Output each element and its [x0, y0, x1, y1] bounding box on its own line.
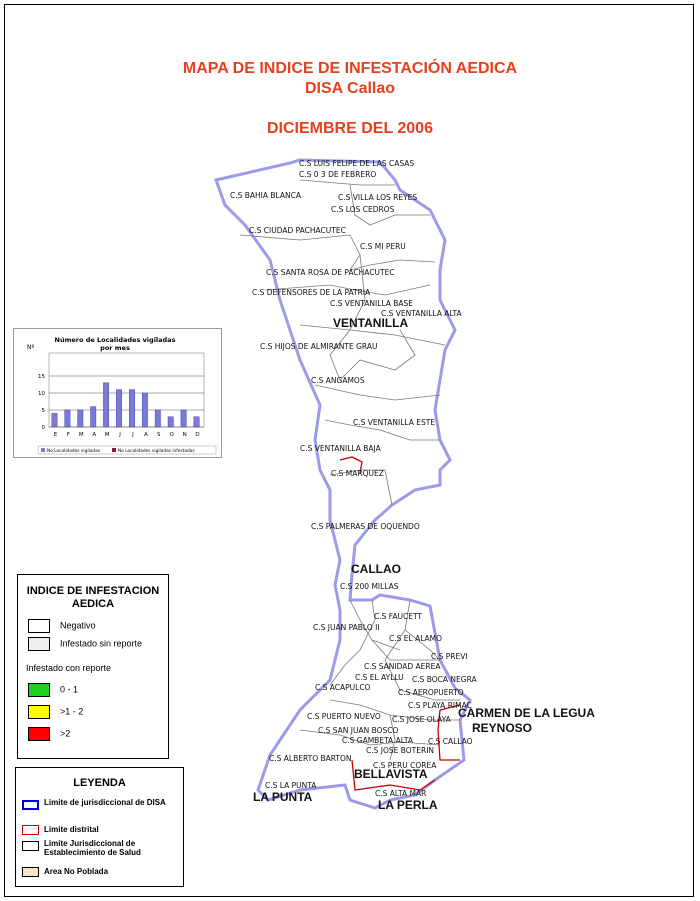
swatch-negativo: [28, 619, 50, 633]
label-c3: C.S BAHIA BLANCA: [230, 191, 302, 200]
chart-bar: [78, 410, 83, 427]
chart-bar: [168, 417, 173, 427]
district-carmen-de-la-legua: CARMEN DE LA LEGUA: [458, 706, 595, 720]
label-c5: C.S LOS CEDROS: [331, 205, 395, 214]
label-c18: C.S 200 MILLAS: [340, 582, 399, 591]
label-c6: C.S CIUDAD PACHACUTEC: [249, 226, 346, 235]
chart-bar: [90, 407, 95, 427]
index-legend: [17, 574, 169, 759]
label-c30: C.S JOSE OLAYA: [392, 715, 451, 724]
chart-bar: [155, 410, 160, 427]
district-ventanilla: VENTANILLA: [333, 316, 409, 330]
label-c19: C.S FAUCETT: [374, 612, 423, 621]
legend-range-2-label: >1 - 2: [60, 706, 84, 717]
district-la-perla: LA PERLA: [378, 798, 438, 812]
map-legend-title: LEYENDA: [73, 777, 126, 789]
label-c23: C.S SANIDAD AEREA: [364, 662, 441, 671]
label-c32: C.S GAMBETA ALTA: [342, 736, 413, 745]
map-legend: [15, 767, 184, 887]
legend-negativo-label: Negativo: [60, 620, 96, 631]
legend-jurisd-label: Limite Jurisdiccional de Establecimiento de Salud: [44, 839, 141, 857]
chart-legend: [38, 446, 216, 454]
swatch-range-1: [28, 683, 50, 697]
legend-jurisd: [22, 839, 184, 857]
chart-xtick-label: O: [169, 432, 174, 438]
label-c14: C.S VENTANILLA ESTE: [353, 418, 436, 427]
legend-range-3-label: >2: [60, 728, 71, 739]
legend-distrital-label: Limite distrital: [44, 825, 99, 834]
legend-distrital: [22, 825, 99, 834]
legend-disa: [22, 798, 174, 807]
chart-title: Número de Localidades vigiladas por mes: [54, 336, 176, 352]
chart-xtick-label: A: [92, 432, 97, 438]
chart-svg: [14, 329, 221, 457]
label-c34: C.S JOSE BOTERIN: [366, 746, 435, 755]
label-c26: C.S ACAPULCO: [315, 683, 371, 692]
chart-xticks: [54, 432, 200, 438]
chart-ytick-label: 0: [41, 425, 45, 431]
district-reynoso: REYNOSO: [472, 721, 533, 735]
chart-legend-label: No Localidades vigiladas infestadas: [118, 449, 195, 454]
map-title: MAPA DE INDICE DE INFESTACIÓN AEDICA: [182, 60, 518, 77]
chart-bar: [116, 390, 121, 427]
chart-xtick-label: M: [104, 432, 110, 438]
chart-xtick-label: M: [78, 432, 84, 438]
label-c12: C.S HIJOS DE ALMIRANTE GRAU: [260, 342, 378, 351]
swatch-sin-reporte: [28, 637, 50, 651]
chart-xtick-label: E: [53, 432, 58, 438]
map-subtitle: DISA Callao: [304, 80, 396, 97]
label-c37: C.S LA PUNTA: [265, 781, 317, 790]
label-c31: C.S SAN JUAN BOSCO: [318, 726, 399, 735]
localities-chart: [13, 328, 222, 458]
label-c21: C.S EL ALAMO: [389, 634, 443, 643]
label-c11: C.S VENTANILLA ALTA: [381, 309, 462, 318]
legend-sin-reporte-label: Infestado sin reporte: [60, 638, 143, 649]
legend-no-poblada: [22, 867, 108, 876]
chart-xtick-label: F: [66, 432, 70, 438]
label-c17: C.S PALMERAS DE OQUENDO: [311, 522, 420, 531]
chart-bar: [129, 390, 134, 427]
legend-disa-label: Limite de jurisdiccional de DISA: [44, 798, 166, 807]
disa-boundary: [216, 160, 470, 808]
label-c28: C.S PLAYA RIMAC: [408, 701, 472, 710]
label-c2: C.S 0 3 DE FEBRERO: [299, 170, 377, 179]
chart-xtick-label: S: [157, 432, 161, 438]
label-c15: C.S VENTANILLA BAJA: [300, 444, 381, 453]
chart-bar: [65, 410, 70, 427]
label-c38: C.S ALTA MAR: [375, 789, 427, 798]
chart-ytick-label: 5: [41, 408, 45, 414]
chart-bar: [103, 383, 108, 427]
label-c10: C.S VENTANILLA BASE: [330, 299, 414, 308]
label-c25: C.S BOCA NEGRA: [412, 675, 477, 684]
index-legend-title: INDICE DE INFESTACION AEDICA: [26, 585, 160, 610]
legend-negativo: [28, 619, 96, 633]
chart-yticks: [38, 374, 46, 431]
chart-ytick-label: 15: [38, 374, 45, 380]
legend-no-poblada-label: Area No Poblada: [44, 867, 109, 876]
label-c7: C.S MI PERU: [360, 242, 406, 251]
chart-bar: [142, 393, 147, 427]
label-c29: C.S PUERTO NUEVO: [307, 712, 381, 721]
chart-legend-swatch: [41, 448, 45, 452]
label-c4: C.S VILLA LOS REYES: [338, 193, 418, 202]
chart-xtick-label: D: [195, 432, 200, 438]
label-c16: C.S MARQUEZ: [331, 469, 384, 478]
legend-con-reporte: Infestado con reporte: [26, 663, 112, 673]
label-c8: C.S SANTA ROSA DE PACHACUTEC: [266, 268, 395, 277]
district-la-punta: LA PUNTA: [253, 790, 313, 804]
label-c9: C.S DEFENSORES DE LA PATRIA: [252, 288, 371, 297]
legend-range-1-label: 0 - 1: [60, 684, 79, 695]
label-c35: C.S ALBERTO BARTON: [269, 754, 352, 763]
legend-sin-reporte: [28, 637, 142, 651]
swatch-range-2: [28, 705, 50, 719]
chart-xtick-label: J: [132, 432, 134, 438]
swatch-range-3: [28, 727, 50, 741]
chart-xtick-label: A: [143, 432, 148, 438]
label-c20: C.S JUAN PABLO II: [313, 623, 380, 632]
district-callao: CALLAO: [351, 562, 401, 576]
chart-legend-swatch: [112, 448, 116, 452]
legend-range-1: [28, 683, 78, 697]
label-c27: C.S AEROPUERTO: [398, 688, 464, 697]
swatch-disa: [22, 800, 39, 810]
label-c22: C.S PREVI: [431, 652, 468, 661]
chart-legend-label: No Localidades vigiladas: [47, 449, 100, 454]
label-c1: C.S LUIS FELIPE DE LAS CASAS: [299, 159, 415, 168]
map-date: DICIEMBRE DEL 2006: [267, 120, 433, 137]
chart-ytick-label: 10: [38, 391, 45, 397]
legend-range-3: [28, 727, 70, 741]
swatch-jurisd: [22, 841, 39, 851]
legend-range-2: [28, 705, 83, 719]
chart-bar: [181, 410, 186, 427]
label-c13: C.S ANGAMOS: [311, 376, 365, 385]
swatch-distrital: [22, 825, 39, 835]
chart-ylabel: Nº: [27, 344, 35, 351]
label-c36: C.S PERU COREA: [373, 761, 437, 770]
swatch-no-poblada: [22, 867, 39, 877]
chart-bar: [52, 413, 57, 427]
chart-bar: [194, 417, 199, 427]
label-c24: C.S EL AYLLU: [355, 673, 404, 682]
district-labels: [253, 316, 595, 812]
chart-xtick-label: N: [182, 432, 187, 438]
district-bellavista: BELLAVISTA: [354, 767, 428, 781]
label-c33: C.S CALLAO: [428, 737, 473, 746]
chart-xtick-label: J: [119, 432, 121, 438]
